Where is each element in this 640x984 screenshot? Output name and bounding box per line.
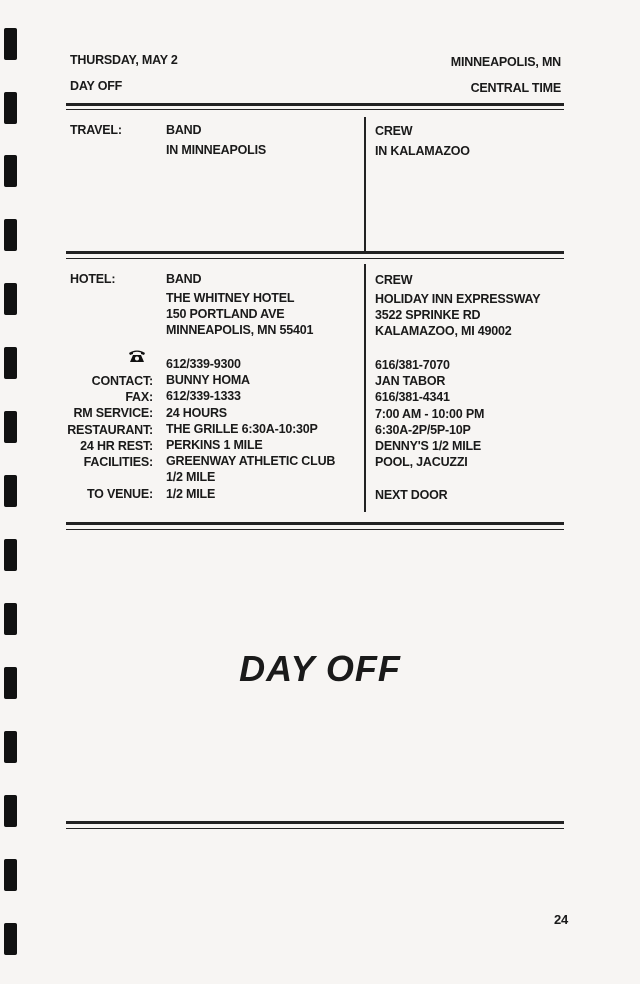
binding-hole [4,795,17,827]
hotel-crew-heading: CREW [375,273,413,287]
detail-label: FACILITIES: [83,455,153,470]
binding-hole [4,923,17,955]
travel-crew-heading: CREW [375,124,413,138]
divider [66,529,564,530]
binding-hole [4,92,17,124]
detail-label: FAX: [125,390,153,405]
detail-value: 1/2 MILE [166,486,216,501]
detail-value: GREENWAY ATHLETIC CLUB [166,454,336,469]
detail-value: POOL, JACUZZI [375,455,468,470]
detail-value: 616/381-4341 [375,390,450,405]
page-number: 24 [553,912,568,927]
hotel-label: HOTEL: [70,272,116,286]
detail-label: 24 HR REST: [80,438,153,453]
binding-hole [4,603,17,635]
spiral-binding [0,0,22,984]
divider [66,522,564,525]
binding-hole [4,731,17,763]
address-line: MINNEAPOLIS, MN 55401 [166,323,314,338]
header-date: THURSDAY, MAY 2 [70,53,178,67]
travel-label: TRAVEL: [70,123,122,137]
band-hotel-details [166,356,335,502]
detail-value: DENNY'S 1/2 MILE [375,439,482,454]
hotel-detail-labels [67,373,153,503]
band-hotel-address [166,290,313,339]
divider [66,258,564,259]
header-status: DAY OFF [70,79,123,93]
detail-label: RM SERVICE: [73,406,153,421]
detail-label: RESTAURANT: [67,422,153,437]
detail-value: 612/339-9300 [166,357,241,371]
column-divider [364,117,366,251]
address-line: THE WHITNEY HOTEL [166,291,295,305]
detail-label: TO VENUE: [86,487,153,502]
day-off-title: DAY OFF [239,648,401,689]
header-location: MINNEAPOLIS, MN [450,55,561,69]
detail-value: 1/2 MILE [166,470,216,485]
detail-value: 616/381-7070 [375,358,450,372]
crew-hotel-details [375,357,484,503]
divider [66,103,564,106]
detail-value: 7:00 AM - 10:00 PM [375,406,485,421]
detail-value: 612/339-1333 [166,389,241,404]
divider [66,251,564,254]
detail-label [67,470,153,486]
header-timezone: CENTRAL TIME [470,81,561,95]
binding-hole [4,539,17,571]
detail-value: JAN TABOR [375,374,446,389]
travel-band-info: IN MINNEAPOLIS [166,143,266,157]
detail-value: BUNNY HOMA [166,373,250,388]
detail-value: 6:30A-2P/5P-10P [375,422,471,437]
detail-value: NEXT DOOR [375,487,448,502]
divider [66,821,564,824]
address-line: HOLIDAY INN EXPRESSWAY [375,292,541,306]
detail-value: 24 HOURS [166,405,227,420]
travel-crew-info: IN KALAMAZOO [375,144,470,158]
binding-hole [4,28,17,60]
address-line: 150 PORTLAND AVE [166,307,285,322]
detail-value: PERKINS 1 MILE [166,438,263,453]
travel-band-heading: BAND [166,123,202,137]
divider [66,109,564,110]
binding-hole [4,411,17,443]
hotel-band-heading: BAND [166,272,202,286]
detail-value: THE GRILLE 6:30A-10:30P [166,421,318,436]
binding-hole [4,859,17,891]
address-line: 3522 SPRINKE RD [375,308,481,323]
binding-hole [4,219,17,251]
detail-value [375,470,484,486]
binding-hole [4,475,17,507]
binding-hole [4,347,17,379]
detail-label: CONTACT: [91,374,153,388]
address-line: KALAMAZOO, MI 49002 [375,324,512,339]
crew-hotel-address [375,291,540,340]
column-divider [364,264,366,512]
binding-hole [4,283,17,315]
telephone-icon [128,349,146,363]
binding-hole [4,155,17,187]
divider [66,828,564,829]
